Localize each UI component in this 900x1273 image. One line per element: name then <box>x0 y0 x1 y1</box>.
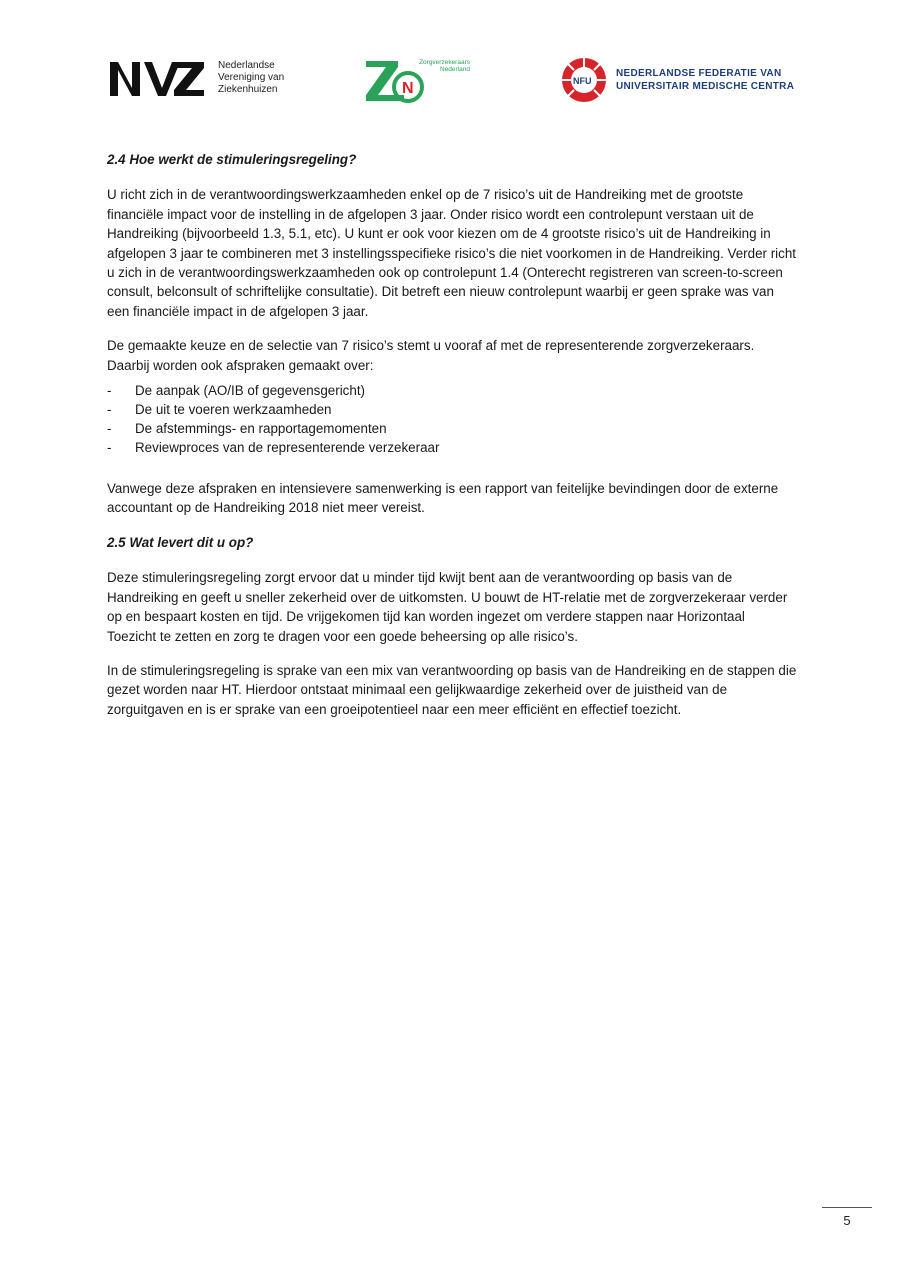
nvz-logo <box>110 60 284 96</box>
list-bullet: - <box>107 383 112 399</box>
paragraph: De gemaakte keuze en de selectie van 7 risico’s stemt u vooraf af met de representerende zorgverzekeraars. Daarbij worden ook afspraken gemaakt over: <box>107 338 755 373</box>
nfu-logo-text <box>616 67 794 93</box>
list-bullet: - <box>107 402 112 418</box>
nfu-line: UNIVERSITAIR MEDISCHE CENTRA <box>616 81 795 92</box>
document-body <box>107 150 797 734</box>
list-item <box>107 400 797 419</box>
list-item <box>107 381 797 400</box>
nvz-logo-mark <box>110 60 204 96</box>
nvz-line: Ziekenhuizen <box>218 84 278 95</box>
paragraph: Vanwege deze afspraken en intensievere samenwerking is een rapport van feitelijke bevindingen door de externe accountant op de Handreiking 2018 niet meer vereist. <box>107 481 779 516</box>
nfu-line: NEDERLANDSE FEDERATIE VAN <box>616 68 782 79</box>
zn-line: Zorgverzekeraars <box>419 59 470 66</box>
paragraph: Deze stimuleringsregeling zorgt ervoor dat u minder tijd kwijt bent aan de verantwoording op basis van de Handreiking en geeft u sneller zekerheid over de uitkomsten. U bouwt de HT-relatie met de zorgverzekeraar verder op en bespaart kosten en tijd. De vrijgekomen tijd kan worden ingezet om verdere stappen naar Horizontaal Toezicht te zetten en zorg te dragen voor een goede beheersing op alle risico’s. <box>107 570 788 644</box>
nvz-line: Vereniging van <box>218 72 285 83</box>
zn-logo <box>364 57 470 105</box>
nfu-logo-mark <box>560 56 608 104</box>
list-item-text: De afstemmings- en rapportagemomenten <box>135 421 387 437</box>
zn-badge-letter: N <box>402 80 414 97</box>
nfu-logo <box>560 56 794 104</box>
list-item-text: Reviewproces van de representerende verzekeraar <box>135 440 440 456</box>
list-bullet: - <box>107 421 112 437</box>
section-heading: 2.5 Wat levert dit u op? <box>107 534 254 550</box>
list-item <box>107 419 797 438</box>
section-heading: 2.4 Hoe werkt de stimuleringsregeling? <box>107 152 357 167</box>
nfu-badge-text: NFU <box>573 76 592 86</box>
paragraph: In de stimuleringsregeling is sprake van een mix van verantwoording op basis van de Handreiking en de stappen die gezet worden naar HT. Hierdoor ontstaat minimaal een gelijkwaardige zekerheid over de juistheid van de zorguitgaven en is er sprake van een groeipotentieel naar een meer efficiënt en effectief toezicht. <box>107 662 797 717</box>
footer-rule <box>822 1207 872 1208</box>
nvz-line: Nederlandse <box>218 60 275 71</box>
zn-logo-text <box>414 59 470 73</box>
list-item-text: De uit te voeren werkzaamheden <box>135 402 332 418</box>
bullet-list <box>107 381 797 457</box>
zn-line: Nederland <box>440 66 470 73</box>
list-bullet: - <box>107 440 112 456</box>
list-item <box>107 438 797 457</box>
list-item-text: De aanpak (AO/IB of gegevensgericht) <box>135 383 366 399</box>
nvz-logo-text <box>218 60 284 96</box>
page-header <box>0 0 900 120</box>
page-number: 5 <box>843 1213 851 1228</box>
paragraph: U richt zich in de verantwoordingswerkzaamheden enkel op de 7 risico’s uit de Handreiking met de grootste financiële impact voor de instelling in de afgelopen 3 jaar. Onder risico wordt een controlepunt verstaan uit de Handreiking (bijvoorbeeld 1.3, 5.1, etc). U kunt er ook voor kiezen om de 4 grootste risico’s uit de Handreiking in afgelopen 3 jaar te combineren met 3 instellingsspecifieke risico’s die niet voorkomen in de Handreiking. Verder richt u zich in de verantwoordingswerkzaamheden ook op controlepunt 1.4 (Onterecht registreren van screen-to-screen consult, belconsult of schriftelijke consultatie). Dit betreft een nieuw controlepunt waarbij er geen sprake was van een financiële impact in de afgelopen 3 jaar. <box>107 187 796 319</box>
